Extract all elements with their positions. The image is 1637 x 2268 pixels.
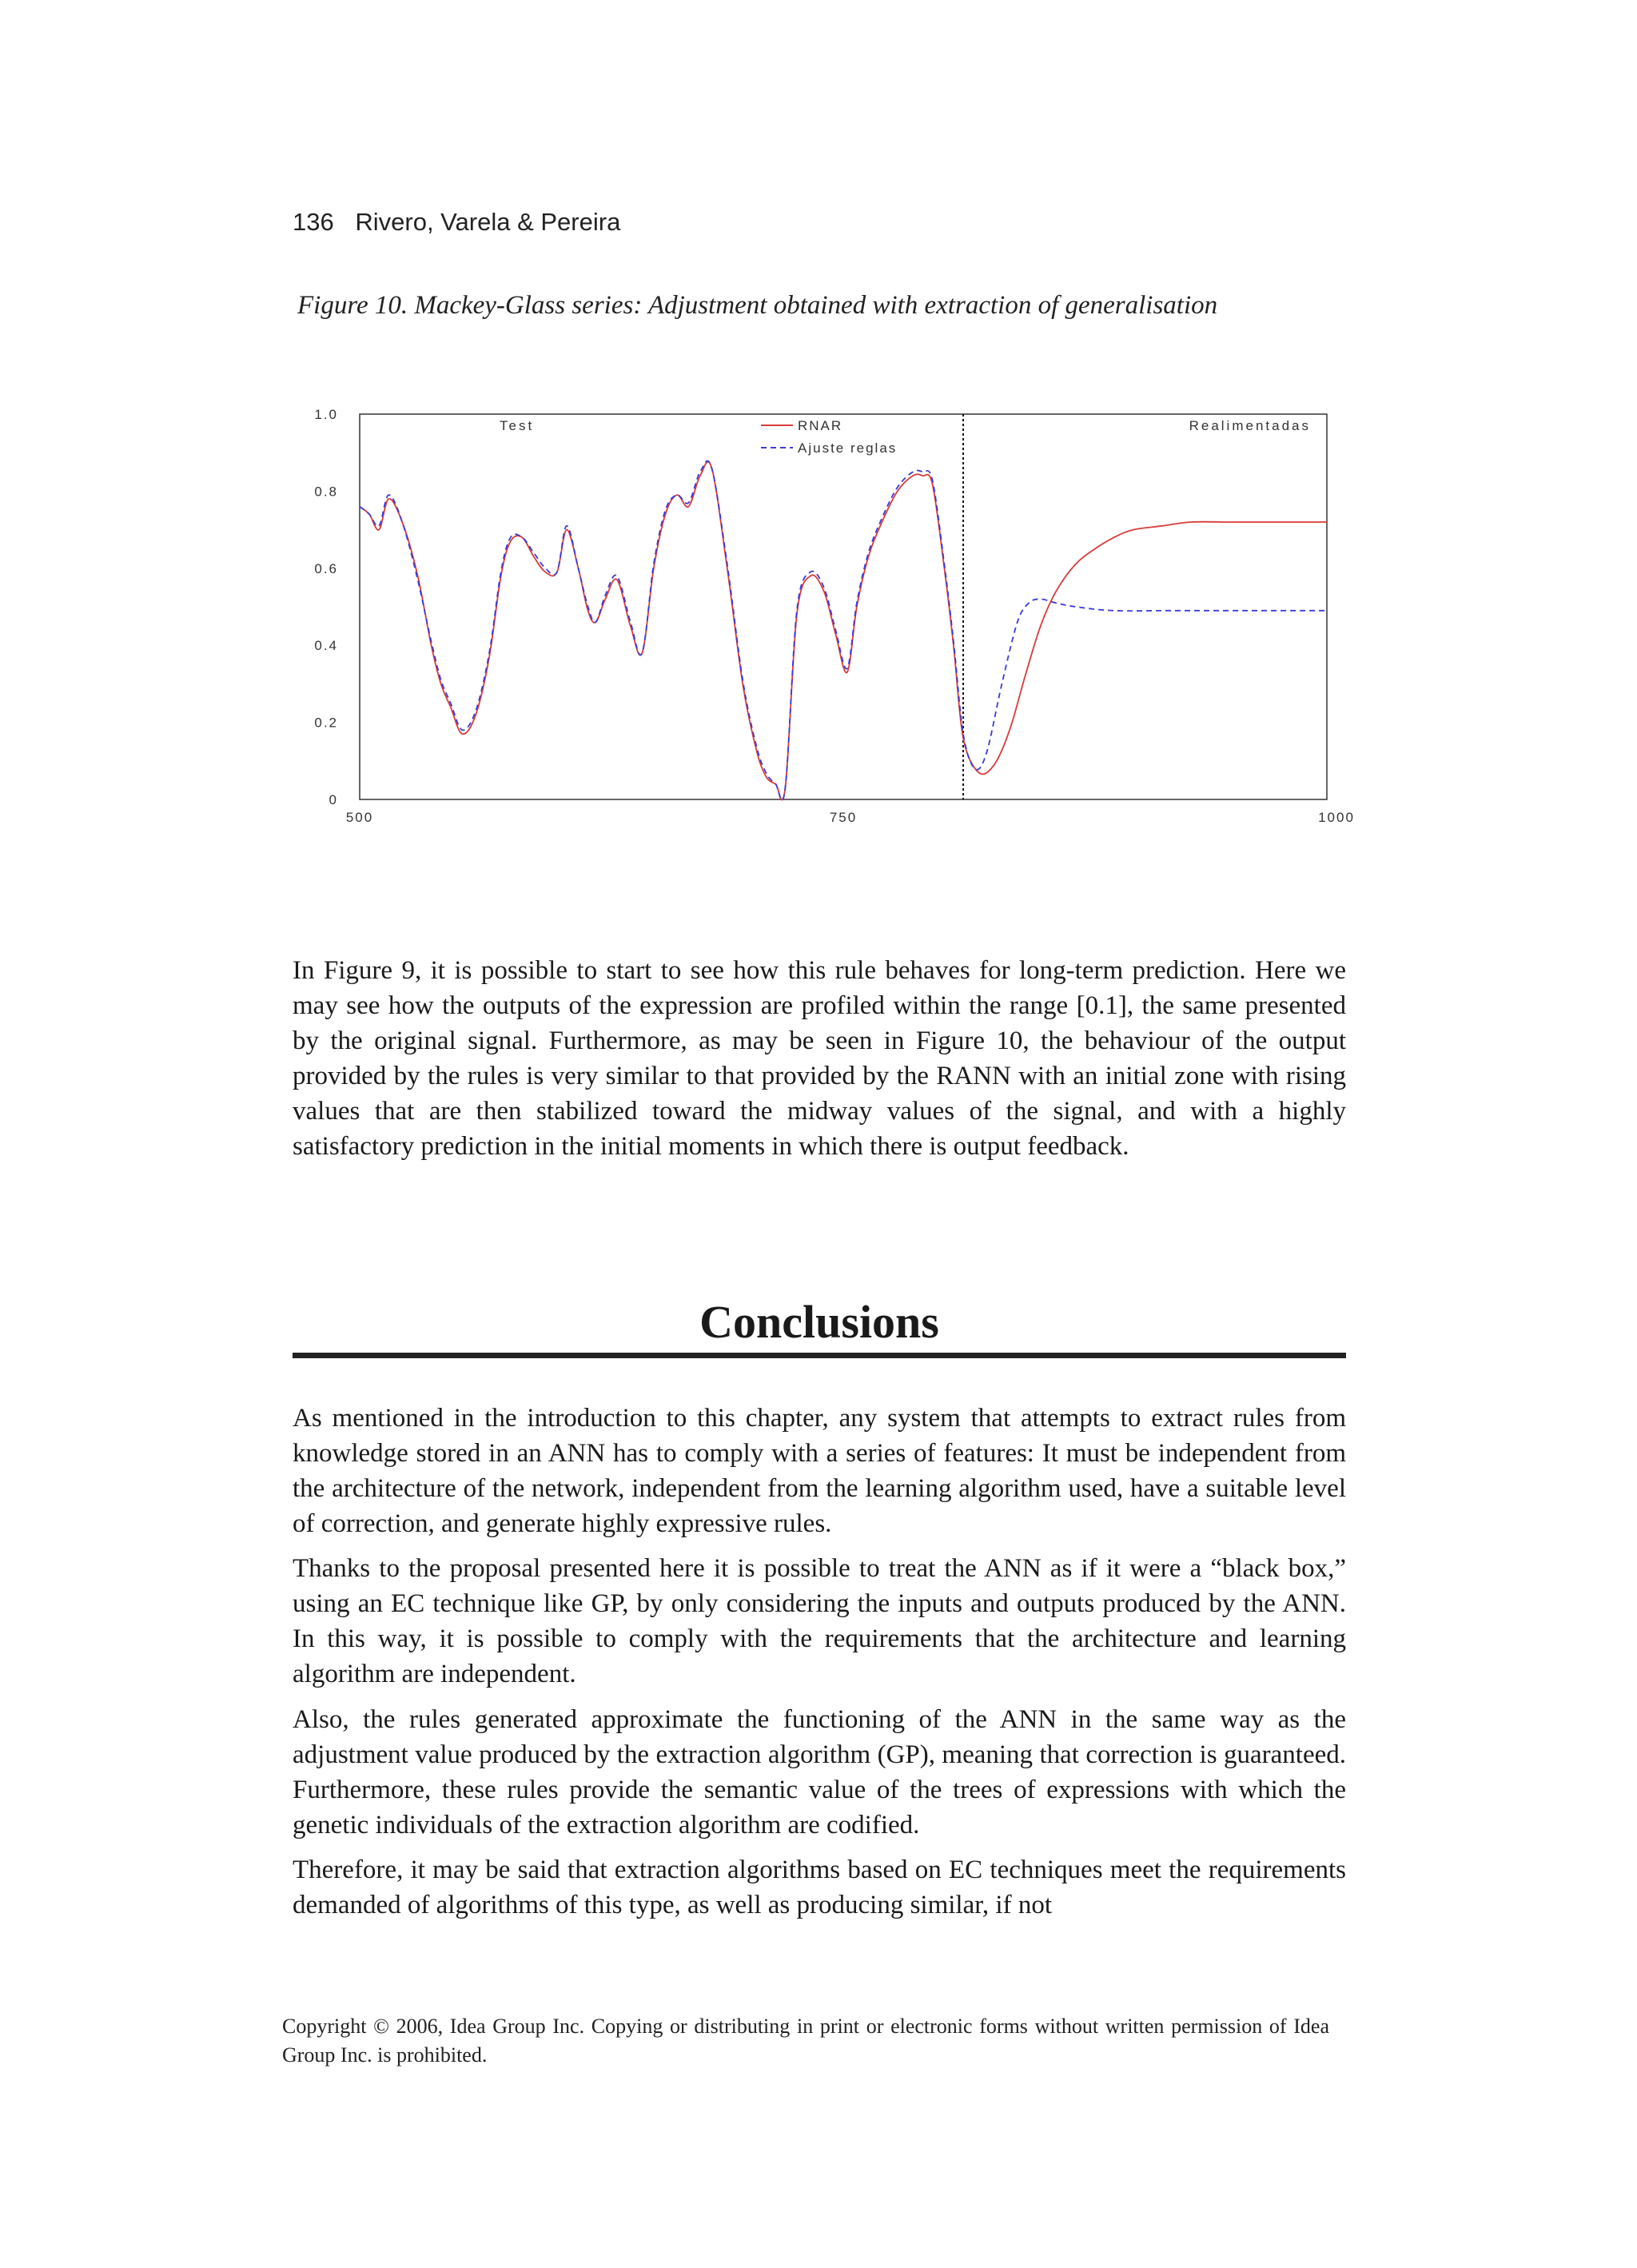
x-tick-label: 1000: [1318, 810, 1355, 825]
running-head: [293, 208, 620, 237]
legend: [761, 418, 897, 456]
y-tick-label: 0: [329, 792, 338, 807]
x-tick-label: 500: [345, 810, 374, 825]
paragraph-conclusions-4: Therefore, it may be said that extraction algorithms based on EC techniques meet the requirements demanded of algorithms of this type, as well as producing similar, if not: [293, 1855, 1346, 1919]
y-tick-label: 1.0: [314, 407, 338, 422]
y-tick-label: 0.2: [314, 715, 338, 731]
region-label-test: Test: [500, 418, 535, 433]
series-line-rnar: [360, 462, 1327, 800]
paragraph-conclusions-1: As mentioned in the introduction to this chapter, any system that attempts to extract rules from knowledge stored in an ANN has to comply with a series of features: It must be independent from the architecture of the network, independent from the learning algorithm used, have a suitable level of correction, and generate highly expressive rules.: [293, 1404, 1346, 1538]
heading-rule: [293, 1353, 1346, 1358]
x-tick-label: 750: [829, 810, 858, 825]
paragraph-conclusions-2: Thanks to the proposal presented here it is possible to treat the ANN as if it were a “black box,” using an EC technique like GP, by only considering the inputs and outputs produced by the ANN. In this way, it is possible to comply with the requirements that the architecture and learning algorithm are independent.: [293, 1554, 1346, 1688]
y-tick-label: 0.6: [314, 560, 338, 576]
mackey-glass-chart: [288, 400, 1359, 847]
figure-caption: Figure 10. Mackey-Glass series: Adjustment obtained with extraction of generalisation: [297, 291, 1218, 320]
y-tick-label: 0.4: [314, 638, 338, 654]
legend-label-ajuste-reglas: Ajuste reglas: [798, 440, 898, 456]
series-line-ajuste-reglas: [360, 461, 1327, 801]
copyright-notice: Copyright © 2006, Idea Group Inc. Copying or distributing in print or electronic forms without written permission of Idea Group Inc. is prohibited.: [282, 2015, 1329, 2067]
region-label-realimentadas: Realimentadas: [1189, 418, 1311, 433]
section-heading-conclusions: Conclusions: [699, 1296, 939, 1348]
legend-label-rnar: RNAR: [798, 418, 843, 433]
y-tick-label: 0.8: [314, 484, 338, 500]
paragraph-conclusions-3: Also, the rules generated approximate the functioning of the ANN in the same way as the adjustment value produced by the extraction algorithm (GP), meaning that correction is guaranteed. Furthermore, these rules provide the semantic value of the trees of expressions with which the genetic individuals of the extraction algorithm are codified.: [293, 1705, 1346, 1840]
paragraph-figure-discussion: In Figure 9, it is possible to start to see how this rule behaves for long-term prediction. Here we may see how the outputs of the expression are profiled within the range [0.1], the same presented by the original signal. Furthermore, as may be seen in Figure 10, the behaviour of the output provided by the rules is very similar to that provided by the RANN with an initial zone with rising values that are then stabilized toward the midway values of the signal, and with a highly satisfactory prediction in the initial moments in which there is output feedback.: [293, 956, 1346, 1161]
page-number: 136: [293, 208, 334, 236]
plot-frame: [360, 414, 1327, 799]
running-head-authors: Rivero, Varela & Pereira: [355, 208, 621, 236]
